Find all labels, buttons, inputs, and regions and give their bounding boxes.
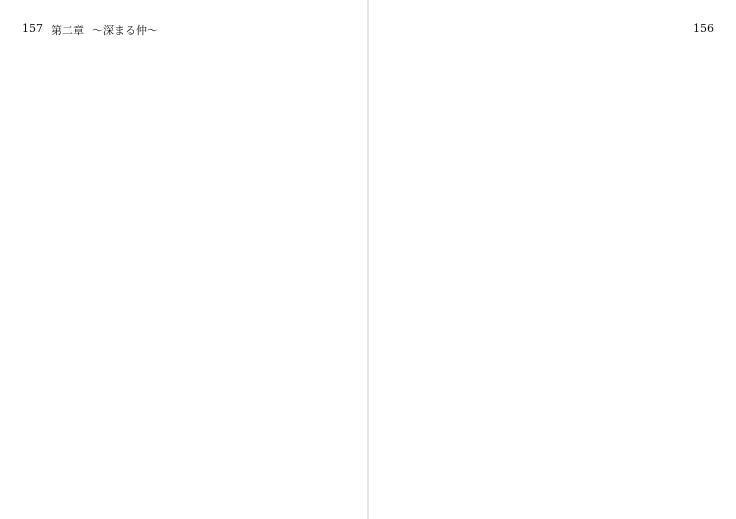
chapter-label: 第二章 xyxy=(51,24,84,37)
chapter-title: 〜深まる仲〜 xyxy=(92,24,158,37)
right-page-body xyxy=(390,44,714,495)
left-page-body xyxy=(22,44,346,495)
page-number: 157 xyxy=(22,22,43,35)
running-head xyxy=(22,22,158,38)
right-page xyxy=(368,0,736,519)
page-number: 156 xyxy=(693,22,714,35)
